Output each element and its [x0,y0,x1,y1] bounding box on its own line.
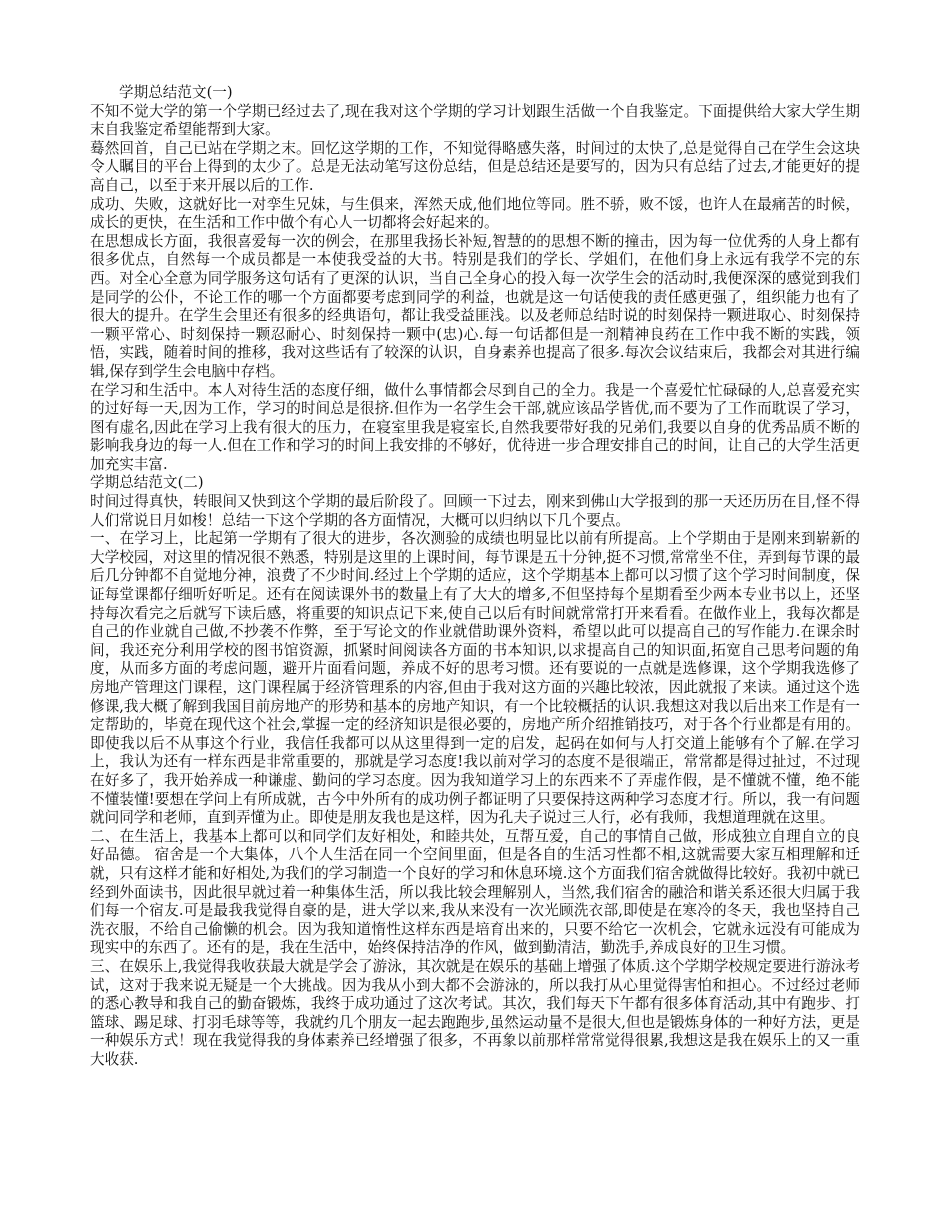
section-title-1: 学期总结范文(一) [119,84,233,101]
section-title-2: 学期总结范文(二) [90,474,204,492]
paragraph-thought-growth: 在思想成长方面，我很喜爱每一次的例会，在那里我扬长补短,智慧的的思想不断的撞击，因为每一位优秀的人身上都有很多优点，自然每一个成员都是一本使我受益的大书。特别是我们的学长、学姐们，在他们身上永远有我学不完的东西。对全心全意为同学服务这句话有了更深的认识，当自己全身心的投入每一次学生会的活动时,我便深深的感觉到我们是同学的公仆，不论工作的哪一个方面都要考虑到同学的利益，也就是这一句话使我的责任感更强了，组织能力也有了很大的提升。在学生会里还有很多的经典语句，都让我受益匪浅。以及老师总结时说的时刻保持一颗进取心、时刻保持一颗平常心、时刻保持一颗忍耐心、时刻保持一颗中(忠)心.每一句话都但是一剂精神良药在工作中我不断的实践，领悟，实践，随着时间的推移，我对这些话有了较深的认识，自身素养也提高了很多.每次会议结束后，我都会对其进行编辑,保存到学生会电脑中存档。 [90,232,860,380]
paragraph-life: 二、在生活上，我基本上都可以和同学们友好相处，和睦共处，互帮互爱，自己的事情自己做，形成独立自理自立的良好品德。 宿舍是一个大集体，八个人生活在同一个空间里面，但是各自的生活习性都不相,这就需要大家互相理解和迁就，只有这样才能和好相处,为我们的学习制造一个良好的学习和休息环境.这个方面我们宿舍就做得比较好。我初中就已经到外面读书，因此很早就过着一种集体生活，所以我比较会理解别人，当然,我们宿舍的融洽和谐关系还很大归属于我们每一个宿友.可是最我我觉得自豪的是，进大学以来,我从来没有一次光顾洗衣部,即使是在寒冷的冬天，我也坚持自己洗衣服，不给自己偷懒的机会。因为我知道惰性这样东西是培育出来的，只要不给它一次机会，它就永远没有可能成为现实中的东西了。还有的是，我在生活中，始终保持洁净的作风，做到勤清洁，勤洗手,养成良好的卫生习惯。 [90,827,860,957]
paragraph-entertainment: 三、在娱乐上,我觉得我收获最大就是学会了游泳，其次就是在娱乐的基础上增强了体质.这个学期学校规定要进行游泳考试，这对于我来说无疑是一个大挑战。因为我从小到大都不会游泳的，所以我打从心里觉得害怕和担心。不过经过老师的悉心教导和我自己的勤奋锻炼，我终于成功通过了这次考试。其次，我们每天下午都有很多体育活动,其中有跑步、打篮球、踢足球、打羽毛球等等，我就约几个朋友一起去跑跑步,虽然运动量不是很大,但也是锻炼身体的一种好方法，更是一种娱乐方式！现在我觉得我的身体素养已经增强了很多，不再象以前那样常常觉得很累,我想这是我在娱乐上的又一重大收获. [90,957,860,1068]
paragraph-study: 一、在学习上，比起第一学期有了很大的进步，各次测验的成绩也明显比以前有所提高。上个学期由于是刚来到崭新的大学校园，对这里的情况很不熟悉，特别是这里的上课时间，每节课是五十分钟,挺不习惯,常常坐不住，弄到每节课的最后几分钟都不自觉地分神，浪费了不少时间.经过上个学期的适应，这个学期基本上都可以习惯了这个学习时间制度，保证每堂课都仔细听好听足。还有在阅读课外书的数量上有了大大的增多,不但坚持每个星期看至少两本专业书以上，还坚持每次看完之后就写下读后感，将重要的知识点记下来,使自己以后有时间就常常打开来看看。在做作业上，我每次都是自己的作业就自己做,不抄袭不作弊，至于写论文的作业就借助课外资料，希望以此可以提高自己的写作能力.在课余时间，我还充分利用学校的图书馆资源，抓紧时间阅读各方面的书本知识,以求提高自己的知识面,拓宽自己思考问题的角度，从而多方面的考虑问题，避开片面看问题，养成不好的思考习惯。还有要说的一点就是选修课，这个学期我选修了房地产管理这门课程，这门课程属于经济管理系的内容,但由于我对这方面的兴趣比较浓，因此就报了来读。通过这个选修课,我大概了解到我国目前房地产的形势和基本的房地产知识，有一个比较概括的认识.我想这对我以后出来工作是有一定帮助的，毕竟在现代这个社会,掌握一定的经济知识是很必要的，房地产所介绍推销技巧，对于各个行业都是有用的。即使我以后不从事这个行业，我信任我都可以从这里得到一定的启发，起码在如何与人打交道上能够有个了解.在学习上，我认为还有一样东西是非常重要的，那就是学习态度!我以前对学习的态度不是很端正，常常都是得过扯过，不过现在好多了，我开始养成一种谦虚、勤问的学习态度。因为我知道学习上的东西来不了弄虚作假，是不懂就不懂，绝不能不懂装懂!要想在学问上有所成就，古今中外所有的成功例子都证明了只要保持这两种学习态度才行。所以，我一有问题就问同学和老师，直到弄懂为止。即使是朋友我也是这样，因为孔夫子说过三人行，必有我师，我想道理就在这里。 [90,530,860,827]
document-body [90,84,860,1069]
paragraph-intro: 不知不觉大学的第一个学期已经过去了,现在我对这个学期的学习计划跟生活做一个自我鉴定。下面提供给大家大学生期末自我鉴定希望能帮到大家。 [90,102,860,139]
paragraph-study-life: 在学习和生活中。本人对待生活的态度仔细，做什么事情都会尽到自己的全力。我是一个喜爱忙忙碌碌的人,总喜爱充实的过好每一天,因为工作，学习的时间总是很挤.但作为一名学生会干部,就应该品学皆优,而不要为了工作而耽误了学习，图有虚名,因此在学习上我有很大的压力，在寝室里我是寝室长,自然我要带好我的兄弟们,我要以自身的优秀品质不断的影响我身边的每一人.但在工作和学习的时间上我安排的不够好，优待进一步合理安排自己的时间，让自己的大学生活更加充实丰富. [90,381,860,473]
paragraph-time-flies: 时间过得真快，转眼间又快到这个学期的最后阶段了。回顾一下过去，刚来到佛山大学报到的那一天还历历在目,怪不得人们常说日月如梭！总结一下这个学期的各方面情况，大概可以归纳以下几个要点。 [90,493,860,529]
paragraph-success-failure: 成功、失败，这就好比一对孪生兄妹，与生俱来，浑然天成,他们地位等同。胜不骄，败不馁，也许人在最痛苦的时候，成长的更快，在生活和工作中做个有心人一切都将会好起来的。 [90,195,860,232]
paragraph-look-back: 蓦然回首，自己已站在学期之末。回忆这学期的工作，不知觉得略感失落，时间过的太快了,总是觉得自己在学生会这块令人瞩目的平台上得到的太少了。总是无法动笔写这份总结，但是总结还是要写的，因为只有总结了过去,才能更好的提高自己，以至于来开展以后的工作. [90,139,860,194]
